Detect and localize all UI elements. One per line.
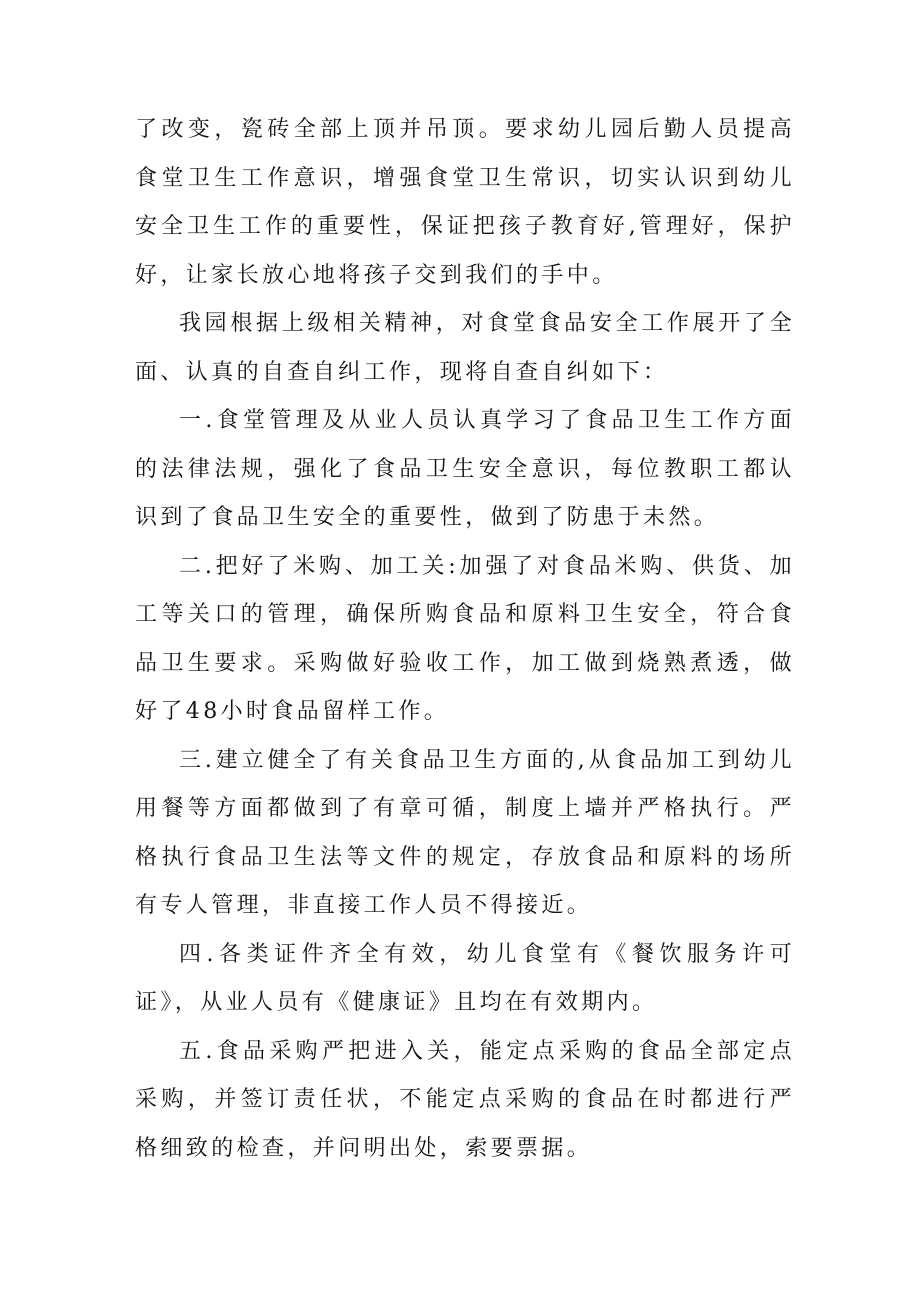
paragraph-item-2: 二.把好了米购、加工关:加强了对食品米购、供货、加工等关口的管理，确保所购食品和原料卫生安全，符合食品卫生要求。采购做好验收工作，加工做到烧熟煮透，做好了48小时食品留样工作。 [135, 553, 795, 724]
document-body [135, 106, 795, 1173]
paragraph-item-5: 五.食品采购严把进入关，能定点采购的食品全部定点采购，并签订责任状，不能定点采购的食品在时都进行严格细致的检查，并问明出处，索要票据。 [135, 1038, 795, 1161]
paragraph-continuation: 了改变，瓷砖全部上顶并吊顶。要求幼儿园后勤人员提高食堂卫生工作意识，增强食堂卫生常识，切实认识到幼儿安全卫生工作的重要性，保证把孩子教育好,管理好，保护好，让家长放心地将孩子交到我们的手中。 [135, 117, 795, 288]
paragraph-intro: 我园根据上级相关精神，对食堂食品安全工作展开了全面、认真的自查自纠工作，现将自查自纠如下： [135, 311, 795, 385]
paragraph-item-1: 一.食堂管理及从业人员认真学习了食品卫生工作方面的法律法规，强化了食品卫生安全意识，每位教职工都认识到了食品卫生安全的重要性，做到了防患于未然。 [135, 408, 795, 530]
paragraph-item-4: 四.各类证件齐全有效，幼儿食堂有《餐饮服务许可证》，从业人员有《健康证》且均在有效期内。 [135, 941, 795, 1015]
paragraph-item-3: 三.建立健全了有关食品卫生方面的,从食品加工到幼儿用餐等方面都做到了有章可循，制度上墙并严格执行。严格执行食品卫生法等文件的规定，存放食品和原料的场所有专人管理，非直接工作人员不得接近。 [135, 747, 795, 918]
